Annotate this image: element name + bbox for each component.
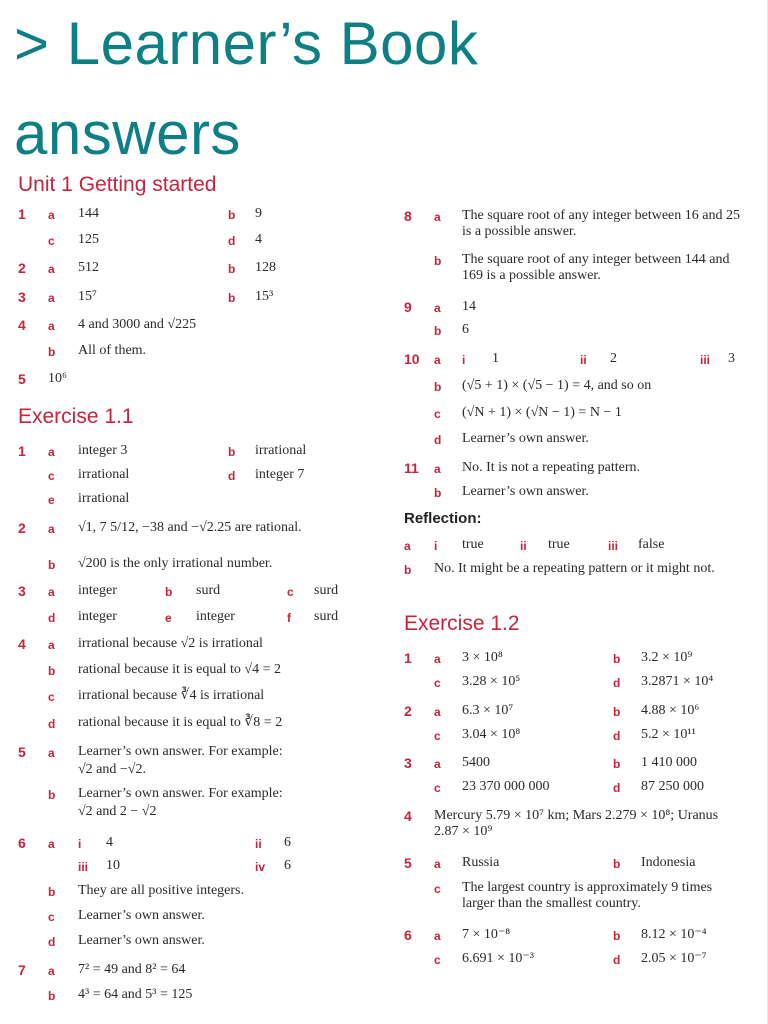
part-label: d [613,729,621,743]
part-label: d [613,676,621,690]
q-number: 3 [18,583,26,599]
answer: 3.2 × 10⁹ [641,650,693,665]
q-number: 9 [404,299,412,315]
part-label: d [613,781,621,795]
q-number: 1 [18,206,26,222]
answer: surd [196,583,221,598]
answer: 4 [255,232,262,247]
answer: All of them. [78,343,147,358]
part-label: c [48,234,55,248]
part-label: b [165,585,173,599]
part-label: a [434,210,441,224]
part-label: a [434,705,441,719]
answer: 87 250 000 [641,779,704,794]
q-number: 5 [404,855,412,871]
part-label: a [434,462,441,476]
part-label: a [48,445,55,459]
answer: 6.691 × 10⁻³ [462,951,534,966]
part-label: ii [520,539,527,553]
answer: surd [314,583,339,598]
answer: irrational [255,443,307,458]
answer: 512 [78,260,99,275]
q-number: 10 [404,351,420,367]
part-label: i [434,539,438,553]
part-label: d [48,717,56,731]
answer: integer [78,609,117,624]
part-label: a [48,262,55,276]
answer: (√5 + 1) × (√5 − 1) = 4, and so on [462,378,652,393]
page-title-line1: > Learner’s Book [14,10,479,77]
answer: Learner’s own answer. [78,933,205,948]
part-label: b [613,705,621,719]
part-label: c [434,676,441,690]
answer: 3 [728,351,735,366]
part-label: c [434,953,441,967]
part-label: b [404,563,412,577]
part-label: b [434,324,442,338]
part-label: i [78,837,82,851]
answer: 7² = 49 and 8² = 64 [78,962,186,977]
answer: Learner’s own answer. For example: [78,786,283,801]
answer: irrational because ∛4 is irrational [78,688,265,703]
answer: 10 [106,858,120,873]
answer: They are all positive integers. [78,883,244,898]
answer: 4 [106,835,113,850]
part-label: b [48,558,56,572]
part-label: c [434,407,441,421]
part-label: d [613,953,621,967]
part-label: a [434,857,441,871]
part-label: d [48,611,56,625]
part-label: iii [78,860,89,874]
answer: 10⁶ [48,371,67,386]
answer: integer [78,583,117,598]
answer: Learner’s own answer. [462,484,589,499]
answer: The largest country is approximately 9 times larger than the smallest country. [462,880,713,911]
answer: 6 [462,322,469,337]
part-label: b [434,486,442,500]
answer: 3.04 × 10⁸ [462,727,521,742]
part-label: ii [580,353,587,367]
part-label: b [228,445,236,459]
answer: 6.3 × 10⁷ [462,703,514,718]
part-label: b [613,652,621,666]
answer: 1 [492,351,499,366]
answer: irrational [78,467,130,482]
q-number: 7 [18,962,26,978]
part-label: b [613,857,621,871]
part-label: iii [608,539,619,553]
q-number: 2 [18,520,26,536]
answer: 3.2871 × 10⁴ [641,674,714,689]
answer: Learner’s own answer. For example: [78,744,283,759]
answer: The square root of any integer between 144 and 169 is a possible answer. [462,252,730,283]
answer: 128 [255,260,276,275]
answer: 15³ [255,289,274,304]
answer: √2 and 2 − √2 [78,804,157,819]
part-label: b [434,380,442,394]
part-label: a [434,929,441,943]
part-label: b [48,788,56,802]
part-label: iv [255,860,266,874]
answer: 2.05 × 10⁻⁷ [641,951,707,966]
exercise-1-1-heading: Exercise 1.1 [18,405,134,428]
part-label: b [613,929,621,943]
answer: 1 410 000 [641,755,697,770]
answer: √200 is the only irrational number. [78,556,273,571]
part-label: ii [255,837,262,851]
q-number: 5 [18,371,26,387]
part-label: b [228,291,236,305]
part-label: a [48,964,55,978]
part-label: a [48,208,55,222]
part-label: c [48,910,55,924]
answer: No. It might be a repeating pattern or it might not. [434,561,715,576]
part-label: a [48,291,55,305]
part-label: a [48,585,55,599]
answer: 14 [462,299,476,314]
answer: 8.12 × 10⁻⁴ [641,927,707,942]
answer: The square root of any integer between 16 and 25 is a possible answer. [462,208,740,239]
answer: 5400 [462,755,490,770]
part-label: a [48,746,55,760]
q-number: 3 [18,289,26,305]
part-label: b [228,208,236,222]
answer: integer [196,609,235,624]
part-label: c [48,690,55,704]
part-label: b [434,254,442,268]
answer: 3.28 × 10⁵ [462,674,521,689]
q-number: 5 [18,744,26,760]
part-label: c [434,882,441,896]
part-label: d [228,469,236,483]
q-number: 11 [404,460,419,476]
part-label: b [48,989,56,1003]
answer: Learner’s own answer. [78,908,205,923]
answer: false [638,537,665,552]
part-label: a [48,522,55,536]
part-label: b [228,262,236,276]
q-number: 2 [18,260,26,276]
answer: 15⁷ [78,289,97,304]
answer: integer 7 [255,467,305,482]
part-label: e [165,611,172,625]
answer: true [462,537,484,552]
q-number: 3 [404,755,412,771]
answer: rational because it is equal to ∛8 = 2 [78,715,283,730]
part-label: b [48,345,56,359]
part-label: a [48,319,55,333]
part-label: c [48,469,55,483]
q-number: 2 [404,703,412,719]
part-label: iii [700,353,711,367]
answer: 7 × 10⁻⁸ [462,927,511,942]
answer: Russia [462,855,500,870]
answer: Learner’s own answer. [462,431,589,446]
part-label: c [434,729,441,743]
page-title-line2: answers [14,100,241,167]
answer: No. It is not a repeating pattern. [462,460,641,475]
part-label: a [404,539,411,553]
answer: 23 370 000 000 [462,779,550,794]
answer: 2 [610,351,617,366]
part-label: b [48,885,56,899]
part-label: c [287,585,294,599]
reflection-heading: Reflection: [404,510,482,527]
answer: Indonesia [641,855,696,870]
answer: 6 [284,835,291,850]
unit-heading: Unit 1 Getting started [18,173,217,196]
part-label: i [462,353,466,367]
answer: irrational [78,491,130,506]
answer: Mercury 5.79 × 10⁷ km; Mars 2.279 × 10⁸; Uranus 2.87 × 10⁹ [434,808,719,839]
part-label: e [48,493,55,507]
q-number: 4 [18,636,26,652]
part-label: c [434,781,441,795]
part-label: a [434,353,441,367]
answer: 125 [78,232,99,247]
answer: 5.2 × 10¹¹ [641,727,696,742]
answer: integer 3 [78,443,128,458]
answer: 4.88 × 10⁶ [641,703,700,718]
answer: √2 and −√2. [78,762,146,777]
part-label: d [228,234,236,248]
part-label: b [48,664,56,678]
part-label: a [48,837,55,851]
part-label: a [434,757,441,771]
answer: 4 and 3000 and √225 [78,317,197,332]
q-number: 4 [18,317,26,333]
q-number: 4 [404,808,412,824]
answer: √1, 7 5/12, −38 and −√2.25 are rational. [78,520,302,535]
part-label: a [48,638,55,652]
part-label: f [287,611,291,625]
part-label: a [434,652,441,666]
answer: surd [314,609,339,624]
q-number: 1 [18,443,26,459]
q-number: 1 [404,650,412,666]
exercise-1-2-heading: Exercise 1.2 [404,612,520,635]
answer: irrational because √2 is irrational [78,636,263,651]
answer: 144 [78,206,99,221]
part-label: d [434,433,442,447]
q-number: 8 [404,208,412,224]
part-label: b [613,757,621,771]
part-label: a [434,301,441,315]
answer: (√N + 1) × (√N − 1) = N − 1 [462,405,622,420]
part-label: d [48,935,56,949]
q-number: 6 [18,835,26,851]
q-number: 6 [404,927,412,943]
answer: 6 [284,858,291,873]
answer: true [548,537,570,552]
answer: 4³ = 64 and 5³ = 125 [78,987,193,1002]
answer: 3 × 10⁸ [462,650,503,665]
answer: rational because it is equal to √4 = 2 [78,662,281,677]
answer: 9 [255,206,262,221]
